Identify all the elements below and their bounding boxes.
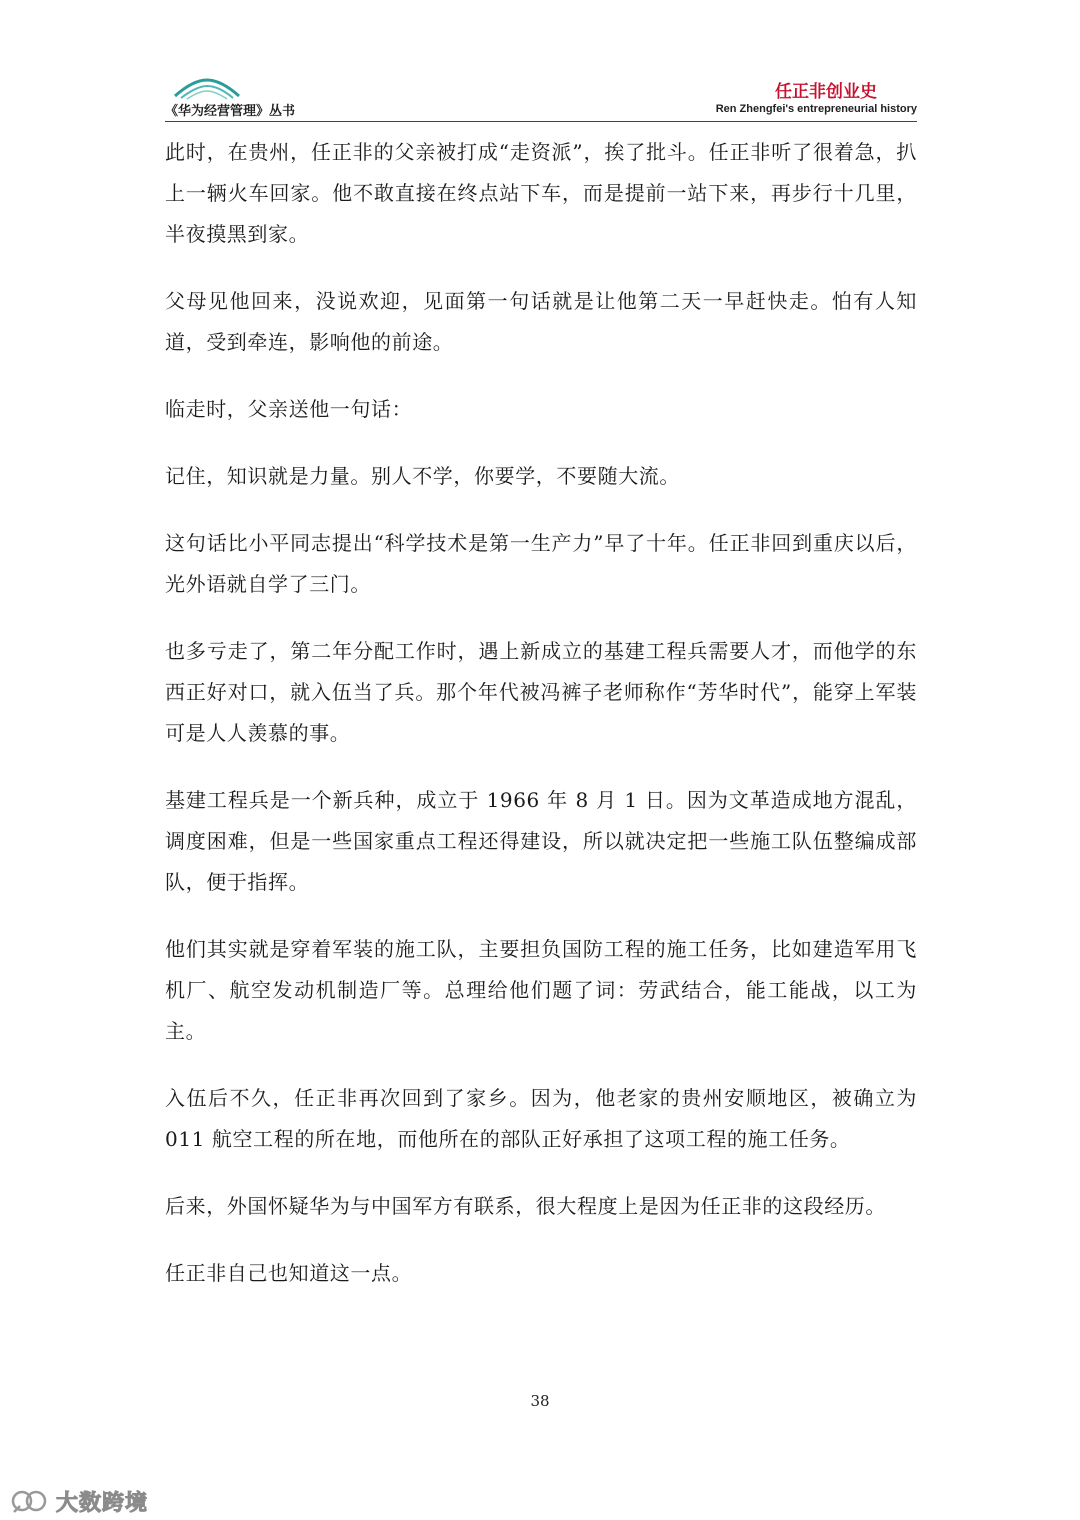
- header-divider: [165, 121, 917, 122]
- paragraph: 任正非自己也知道这一点。: [165, 1261, 413, 1285]
- book-title-en: Ren Zhengfei's entrepreneurial history: [715, 103, 917, 115]
- watermark-text: 大数跨境: [56, 1490, 149, 1516]
- paragraph: 记住，知识就是力量。别人不学，你要学，不要随大流。: [165, 464, 680, 488]
- brand-logo-icon: [10, 1486, 50, 1516]
- page-number: 38: [530, 1392, 550, 1410]
- body-text: [165, 132, 917, 1320]
- paragraph: 后来，外国怀疑华为与中国军方有联系，很大程度上是因为任正非的这段经历。: [165, 1194, 886, 1218]
- book-title-block: [716, 82, 917, 116]
- page-header: [165, 70, 917, 120]
- paragraph: 他们其实就是穿着军装的施工队，主要担负国防工程的施工任务，比如建造军用飞机厂、航空发动机制造厂等。总理给他们题了词：劳武结合，能工能战，以工为主。: [165, 937, 917, 1043]
- hill-logo-icon: [173, 76, 241, 100]
- paragraph: 基建工程兵是一个新兵种，成立于 1966 年 8 月 1 日。因为文革造成地方混乱，调度困难，但是一些国家重点工程还得建设，所以就决定把一些施工队伍整编成部队，便于指挥。: [165, 788, 917, 894]
- watermark: [10, 1484, 148, 1518]
- paragraph: 入伍后不久，任正非再次回到了家乡。因为，他老家的贵州安顺地区，被确立为 011 航空工程的所在地，而他所在的部队正好承担了这项工程的施工任务。: [165, 1086, 917, 1151]
- paragraph: 也多亏走了，第二年分配工作时，遇上新成立的基建工程兵需要人才，而他学的东西正好对口，就入伍当了兵。那个年代被冯裤子老师称作“芳华时代”，能穿上军装可是人人羡慕的事。: [165, 639, 917, 745]
- paragraph: 父母见他回来，没说欢迎，见面第一句话就是让他第二天一早赶快走。怕有人知道，受到牵连，影响他的前途。: [165, 289, 917, 354]
- paragraph: 这句话比小平同志提出“科学技术是第一生产力”早了十年。任正非回到重庆以后，光外语就自学了三门。: [165, 531, 917, 596]
- series-title: 《华为经营管理》丛书: [165, 104, 296, 119]
- paragraph: 临走时，父亲送他一句话：: [165, 397, 413, 421]
- book-title-cn: 任正非创业史: [775, 82, 877, 102]
- paragraph: 此时，在贵州，任正非的父亲被打成“走资派”，挨了批斗。任正非听了很着急，扒上一辆火车回家。他不敢直接在终点站下车，而是提前一站下来，再步行十几里，半夜摸黑到家。: [165, 140, 917, 246]
